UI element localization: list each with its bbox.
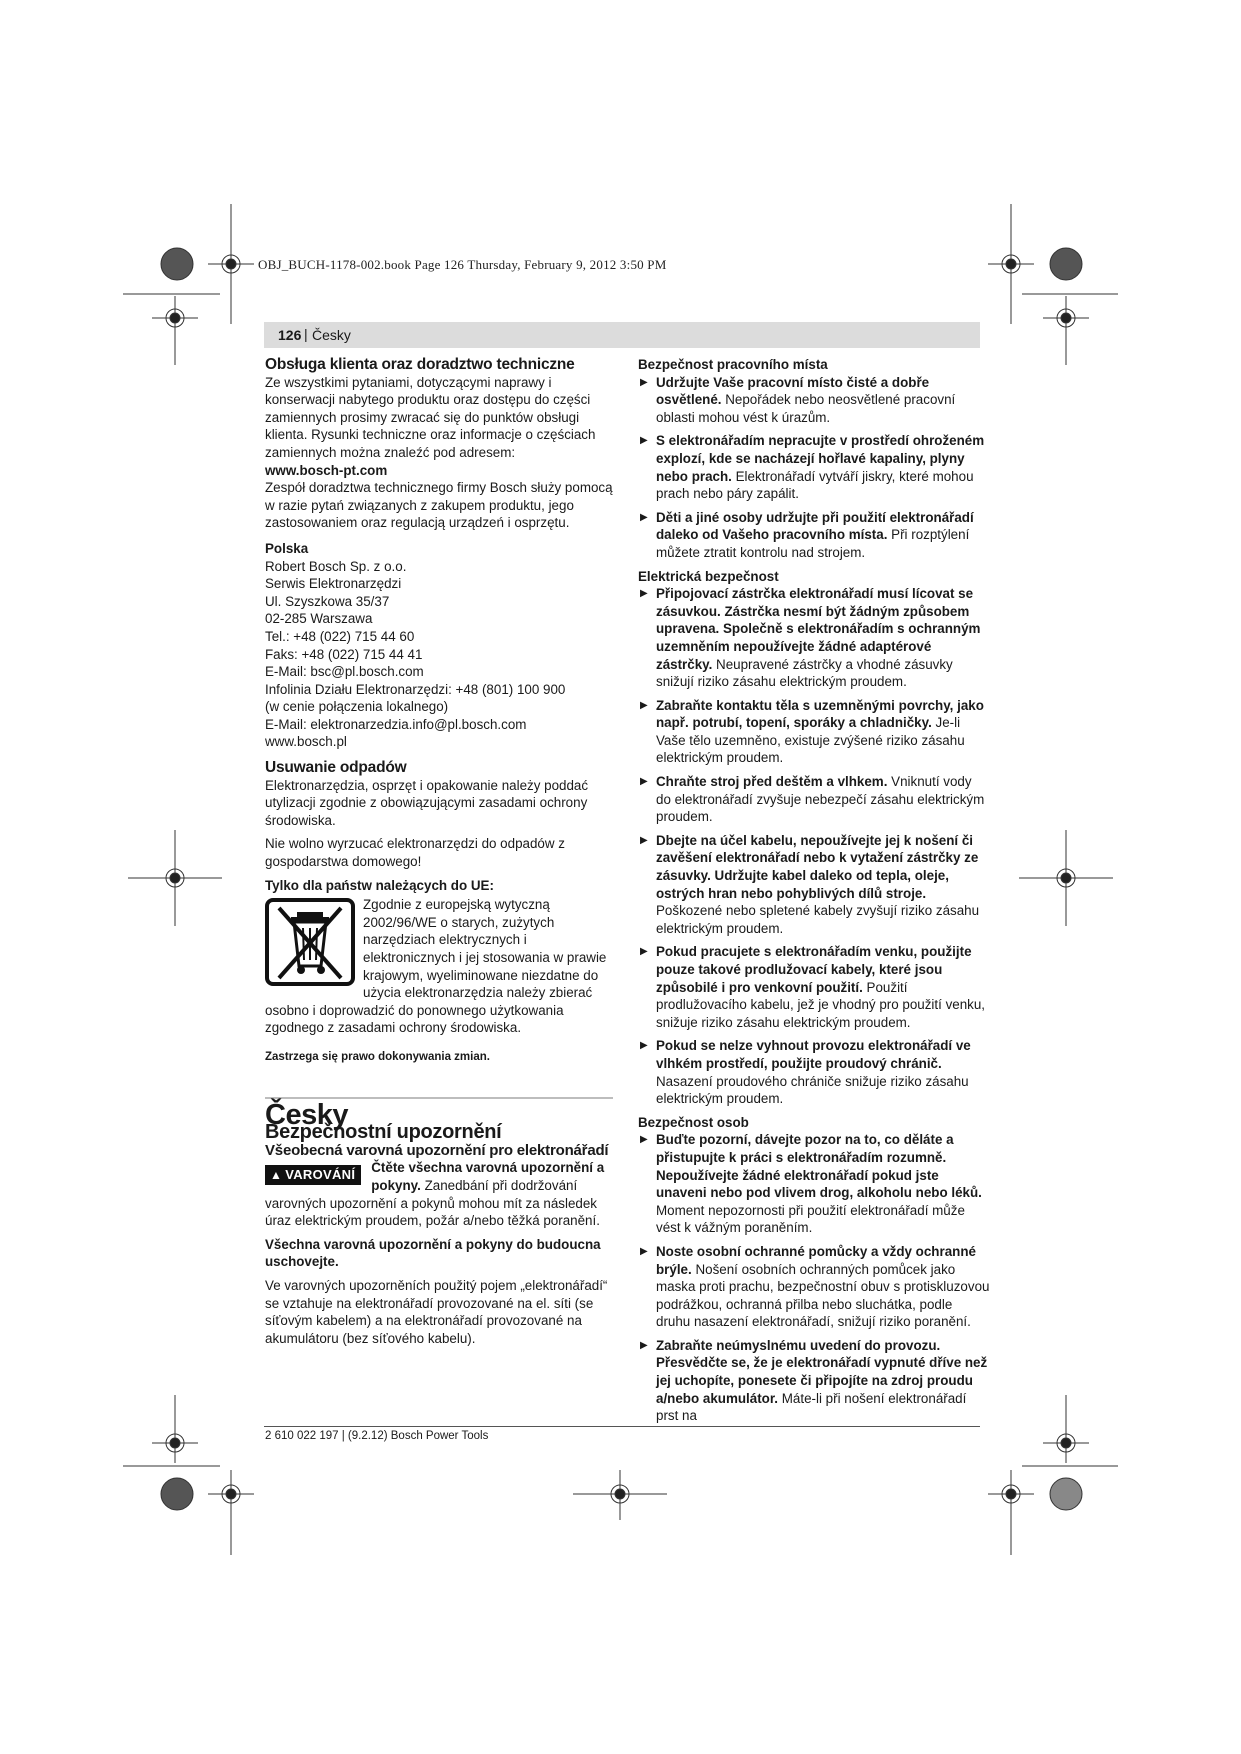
bullet-item xyxy=(638,1131,990,1237)
eu-title: Tylko dla państw należących do UE: xyxy=(265,877,494,893)
bullet-item xyxy=(638,832,990,938)
bullet-arrow-icon: ▶ xyxy=(640,946,648,958)
bullet-bold: Dbejte na účel kabelu, nepoužívejte jej k nošení či zavěšení elektronářadí nebo k vytažení zástrčky ze zásuvky. Udržujte kabel daleko od tepla, oleje, ostrých hran nebo pohyblivých dílů stroje. xyxy=(656,832,979,901)
bullet-bold: Děti a jiné osoby udržujte při použití elektronářadí daleko od Vašeho pracovního místa. xyxy=(656,509,974,543)
bullet-item xyxy=(638,943,990,1031)
bullet-item xyxy=(638,374,990,427)
bullet-arrow-icon: ▶ xyxy=(640,834,648,846)
bullet-arrow-icon: ▶ xyxy=(640,588,648,600)
bullet-bold: Pokud se nelze vyhnout provozu elektronářadí ve vlhkém prostředí, použijte proudový chránič. xyxy=(656,1038,971,1071)
bullet-text: Použití prodlužovacího kabelu, jež je vhodný pro použití venku, snižuje riziko zásahu elektrickým proudem. xyxy=(656,979,986,1030)
service-url: www.bosch-pt.com xyxy=(265,462,388,478)
term-paragraph: Ve varovných upozorněních použitý pojem „elektronářadí“ se vztahuje na elektronářadí provozované na el. síti (se síťovým kabelem) a na elektronářadí provozované na akumulátoru (bez síťového kabelu). xyxy=(265,1277,608,1346)
address-line: Ul. Szyszkowa 35/37 xyxy=(265,593,390,609)
bullet-text: Vniknutí vody do elektronářadí zvyšuje nebezpečí zásahu elektrickým proudem. xyxy=(656,774,985,825)
reserve-note: Zastrzega się prawo dokonywania zmian. xyxy=(265,1050,490,1063)
address-line: Infolinia Działu Elektronarzędzi: +48 (801) 100 900 xyxy=(265,681,566,697)
address-line: Serwis Elektronarzędzi xyxy=(265,576,402,592)
bullet-arrow-icon: ▶ xyxy=(640,511,648,523)
page-number: 126 xyxy=(278,327,302,343)
page-separator: | xyxy=(304,326,308,342)
left-column xyxy=(265,356,613,1347)
bullet-arrow-icon: ▶ xyxy=(640,376,648,388)
section-title: Bezpečnost osob xyxy=(638,1114,749,1130)
address-line: 02-285 Warszawa xyxy=(265,611,373,627)
disposal-paragraph-2: Nie wolno wyrzucać elektronarzędzi do odpadów z gospodarstwa domowego! xyxy=(265,836,565,870)
service-title: Obsługa klienta oraz doradztwo techniczne xyxy=(265,356,575,373)
bullet-arrow-icon: ▶ xyxy=(640,435,648,447)
disposal-paragraph: Elektronarzędzia, osprzęt i opakowanie należy poddać utylizacji zgodnie z obowiązującymi zasadami ochrony środowiska. xyxy=(265,777,589,828)
bullet-bold: Buďte pozorní, dávejte pozor na to, co děláte a přistupujte k práci s elektronářadím rozumně. Nepoužívejte žádné elektronářadí pokud jste unaveni nebo pod vlivem drog, alkoholu nebo léků. xyxy=(656,1132,982,1201)
warning-badge xyxy=(265,1165,361,1185)
bullet-bold: Udržujte Vaše pracovní místo čisté a dobře osvětlené. xyxy=(656,374,930,408)
bullet-text: Moment nepozornosti při použití elektronářadí může vést k vážným poraněním. xyxy=(656,1202,965,1236)
bullet-text: Je-li Vaše tělo uzemněno, existuje zvýšené riziko zásahu elektrickým proudem. xyxy=(656,715,965,766)
warning-bold: Čtěte všechna varovná upozornění a pokyny. xyxy=(371,1160,605,1193)
bullet-text: Při rozptýlení můžete ztratit kontrolu nad strojem. xyxy=(656,527,970,560)
footer-rule xyxy=(264,1426,980,1427)
bullet-item xyxy=(638,432,990,502)
bullet-item xyxy=(638,585,990,691)
service-paragraph-2: Zespół doradztwa technicznego firmy Bosch służy pomocą w razie pytań związanych z zakupem produktu, jego zastosowaniem oraz regulacją urządzeń i osprzętu. xyxy=(265,480,613,531)
footer: 2 610 022 197 | (9.2.12) Bosch Power Tools xyxy=(265,1430,489,1442)
bullet-item xyxy=(638,1243,990,1331)
bullet-text: Nasazení proudového chrániče snižuje riziko zásahu elektrickým proudem. xyxy=(656,1073,969,1107)
bullet-bold: Pokud pracujete s elektronářadím venku, použijte pouze takové prodlužovací kabely, které jsou způsobilé i pro venkovní použití. xyxy=(656,944,972,995)
warning-text: Zanedbání při dodržování varovných upozornění a pokynů mohou mít za následek úraz elektrickým proudem, požár a/nebo těžká poranění. xyxy=(265,1177,600,1229)
bullet-text: Nepořádek nebo neosvětlené pracovní oblasti mohou vést k úrazům. xyxy=(656,392,956,425)
bullet-item xyxy=(638,1037,990,1107)
section-title: Bezpečnost pracovního místa xyxy=(638,357,828,372)
address-line: Tel.: +48 (022) 715 44 60 xyxy=(265,628,415,644)
bullet-bold: S elektronářadím nepracujte v prostředí ohroženém explozí, kde se nacházejí hořlavé kapaliny, plyny nebo prach. xyxy=(656,433,985,484)
bullet-arrow-icon: ▶ xyxy=(640,1245,648,1257)
bullet-arrow-icon: ▶ xyxy=(640,1339,648,1351)
bullet-item xyxy=(638,773,990,826)
cesky-title: Česky xyxy=(265,1098,348,1131)
disposal-title: Usuwanie odpadów xyxy=(265,759,407,777)
bullet-bold: Chraňte stroj před deštěm a vlhkem. xyxy=(656,774,888,790)
address-block xyxy=(265,558,613,752)
service-paragraph: Ze wszystkimi pytaniami, dotyczącymi naprawy i konserwacji nabytego produktu oraz dostępu do części zamiennych prosimy zwracać się do punktów obsługi klienta. Rysunki techniczne oraz informacje o częściach zamiennych można znaleźć pod adresem: xyxy=(265,374,596,460)
bullet-arrow-icon: ▶ xyxy=(640,776,648,788)
bullet-item xyxy=(638,509,990,562)
bullet-arrow-icon: ▶ xyxy=(640,699,648,711)
page-language: Česky xyxy=(312,327,351,343)
bullet-text: Neupravené zástrčky a vhodné zásuvky snižují riziko zásahu elektrickým proudem. xyxy=(656,656,953,690)
warning-triangle-icon: ▲ xyxy=(270,1168,283,1183)
bullet-text: Poškozené nebo spletené kabely zvyšují riziko zásahu elektrickým proudem. xyxy=(656,903,980,936)
warning-block xyxy=(265,1159,613,1229)
bullet-item xyxy=(638,697,990,767)
weee-block xyxy=(265,896,613,1037)
section-title: Elektrická bezpečnost xyxy=(638,568,779,584)
warning-badge-label: VAROVÁNÍ xyxy=(285,1167,356,1183)
bullet-text: Nošení osobních ochranných pomůcek jako maska proti prachu, bezpečnostní obuv s protiskluzovou podrážkou, ochranná přilba nebo sluchátka, podle druhu nasazení elektronářadí, snižují riziko poranění. xyxy=(656,1261,990,1330)
bullet-bold: Zabraňte neúmyslnému uvedení do provozu. Přesvědčte se, že je elektronářadí vypnuté dříve než jej uchopíte, ponesete či připojíte na zdroj proudu a/nebo akumulátor. xyxy=(656,1337,988,1406)
polska-title: Polska xyxy=(265,540,309,556)
print-header: OBJ_BUCH-1178-002.book Page 126 Thursday, February 9, 2012 3:50 PM xyxy=(258,257,667,272)
address-line: E-Mail: elektronarzedzia.info@pl.bosch.com xyxy=(265,716,527,732)
crossed-bin-icon xyxy=(265,898,355,986)
bullet-arrow-icon: ▶ xyxy=(640,1040,648,1052)
address-line: E-Mail: bsc@pl.bosch.com xyxy=(265,664,424,680)
bullet-text: Máte-li při nošení elektronářadí prst na xyxy=(656,1390,967,1424)
safety-title: Bezpečnostní upozornění xyxy=(265,1121,502,1144)
bullet-bold: Připojovací zástrčka elektronářadí musí lícovat se zásuvkou. Zástrčka nesmí být žádným způsobem upravena. Společně s elektronářadím s ochranným uzemněním nepoužívejte žádné adaptérové zástrčky. xyxy=(656,586,981,672)
page-header-bar xyxy=(264,322,980,348)
general-warnings-title: Všeobecná varovná upozornění pro elektronářadí xyxy=(265,1141,609,1159)
right-column xyxy=(638,356,990,1431)
bullet-item xyxy=(638,1337,990,1425)
bullet-text: Elektronářadí vytváří jiskry, které mohou prach nebo páry zapálit. xyxy=(656,468,974,502)
address-line: Faks: +48 (022) 715 44 41 xyxy=(265,646,423,662)
keep-instructions: Všechna varovná upozornění a pokyny do budoucna uschovejte. xyxy=(265,1236,601,1270)
bullet-arrow-icon: ▶ xyxy=(640,1134,648,1146)
bullet-bold: Noste osobní ochranné pomůcky a vždy ochranné brýle. xyxy=(656,1243,976,1277)
address-line: www.bosch.pl xyxy=(265,734,347,750)
eu-text: Zgodnie z europejską wytyczną 2002/96/WE o starych, zużytych narzędziach elektrycznych i elektronicznych i jej stosowania w prawie krajowym, wyeliminowane niezdatne do użycia elektronarzędzia należy zbierać osobno i doprowadzić do ponownego użytkowania zgodnego z zasadami ochrony środowiska. xyxy=(265,897,607,1036)
address-line: Robert Bosch Sp. z o.o. xyxy=(265,558,407,574)
address-line: (w cenie połączenia lokalnego) xyxy=(265,699,449,715)
bullet-bold: Zabraňte kontaktu těla s uzemněnými povrchy, jako např. potrubí, topení, sporáky a chladničky. xyxy=(656,697,984,731)
